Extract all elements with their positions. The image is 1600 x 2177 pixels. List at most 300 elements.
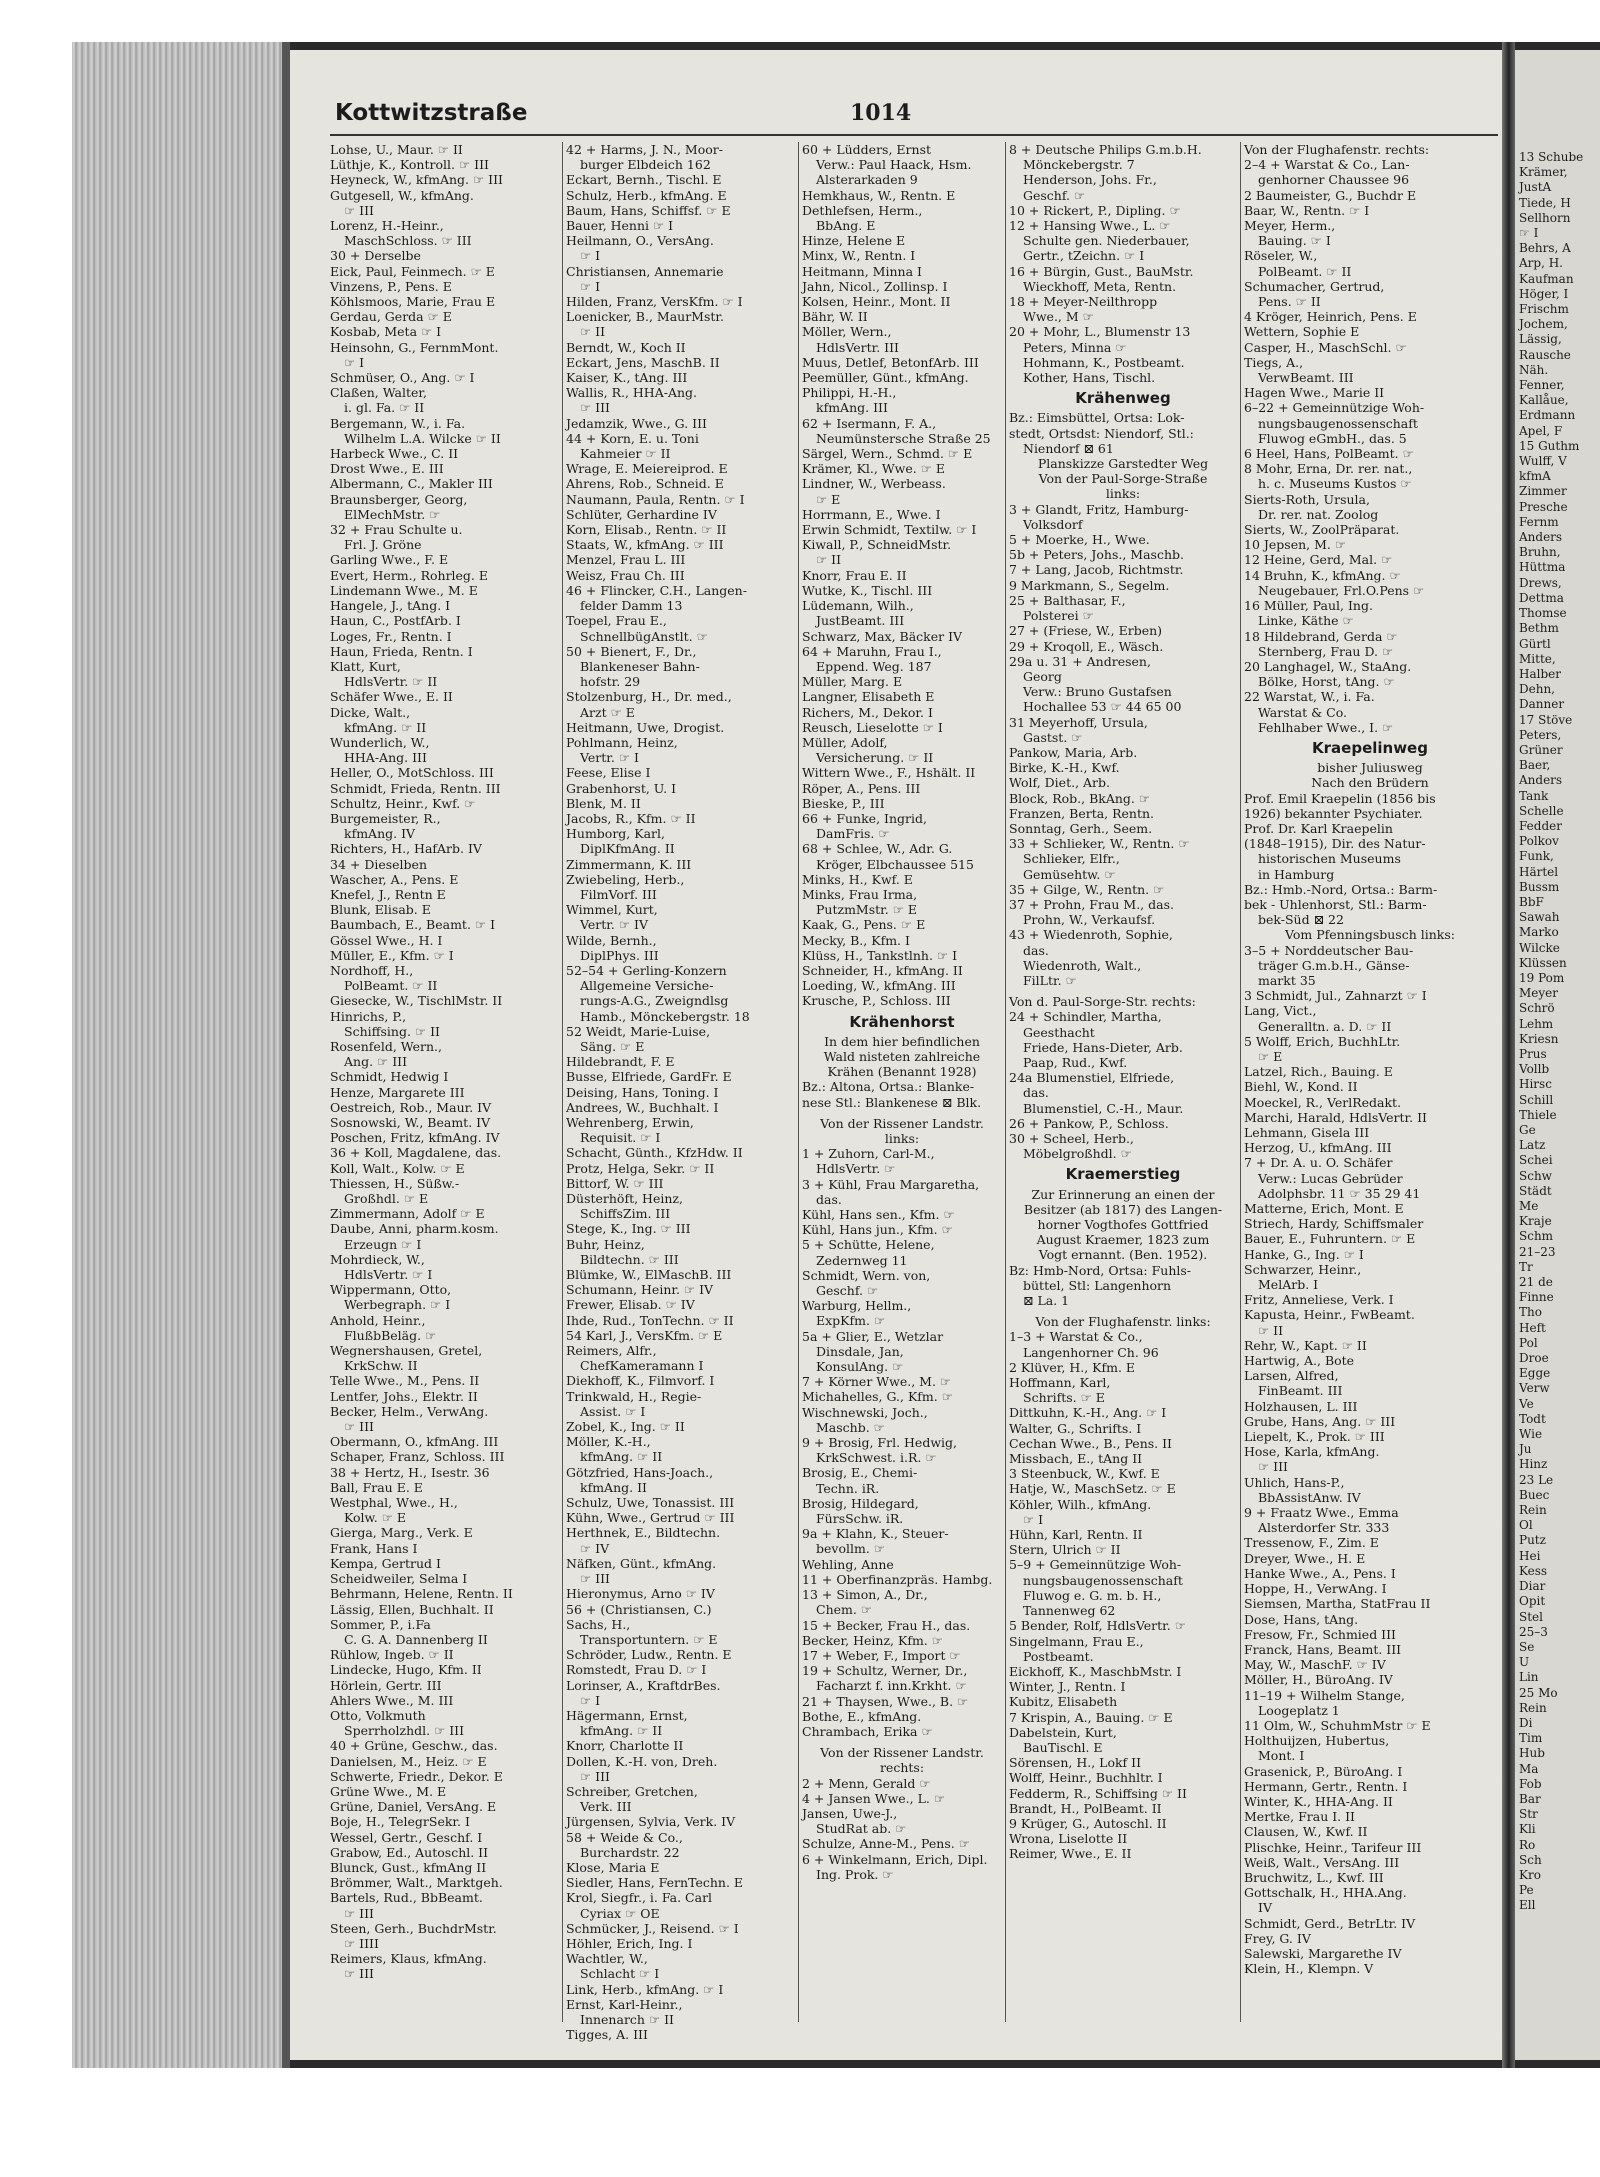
directory-entry: Casper, H., MaschSchl. ☞ (1244, 339, 1407, 355)
entry-continuation: kfmAng. ☞ II (580, 1723, 663, 1739)
directory-entry: Michahelles, G., Kfm. ☞ (802, 1389, 953, 1405)
directory-entry: 10 Jepsen, M. ☞ (1244, 537, 1347, 553)
entry-continuation: Niendorf ⊠ 61 (1023, 440, 1114, 456)
entry-continuation: ☞ I (1023, 1511, 1044, 1527)
directory-entry: Schulz, Herb., kfmAng. E (566, 187, 727, 203)
directory-entry: Düsterhöft, Heinz, (566, 1191, 683, 1207)
entry-continuation: HdlsVertr. ☞ (816, 1161, 896, 1177)
directory-entry: Siedler, Hans, FernTechn. E (566, 1875, 744, 1891)
entry-continuation: BauTischl. E (1023, 1739, 1103, 1755)
entry-continuation: FinBeamt. III (1258, 1383, 1343, 1399)
directory-entry: Müller, Adolf, (802, 734, 888, 750)
next-page-line: Frischm (1519, 302, 1569, 317)
directory-entry: Moeckel, R., VerlRedakt. (1244, 1094, 1402, 1110)
next-page-line: Schw (1519, 1168, 1552, 1183)
directory-entry: 3–5 + Norddeutscher Bau- (1244, 942, 1414, 958)
directory-entry: Kempa, Gertrud I (330, 1555, 441, 1571)
entry-continuation: HHA-Ang. III (344, 750, 427, 766)
directory-entry: Schulze, Anne-M., Pens. ☞ (802, 1836, 970, 1852)
street-note: In dem hier befindlichen (824, 1033, 980, 1049)
street-heading: Kraepelinweg (1312, 738, 1428, 757)
directory-entry: 16 Müller, Paul, Ing. (1244, 598, 1373, 614)
entry-continuation: Peters, Minna ☞ (1023, 339, 1127, 355)
directory-entry: Kolsen, Heinr., Mont. II (802, 294, 951, 310)
entry-continuation: Friede, Hans-Dieter, Arb. (1023, 1039, 1183, 1055)
directory-entry: 3 + Kühl, Frau Margaretha, (802, 1176, 980, 1192)
entry-continuation: Bauing. ☞ I (1258, 233, 1331, 249)
directory-entry: Scheidweiler, Selma I (330, 1571, 468, 1587)
directory-entry: Jansen, Uwe-J., (802, 1805, 898, 1821)
next-page-line: Fenner, (1519, 378, 1565, 393)
directory-entry: Blümke, W., ElMaschB. III (566, 1267, 732, 1283)
directory-entry: 6 + Winkelmann, Erich, Dipl. (802, 1851, 988, 1867)
directory-entry: Pankow, Maria, Arb. (1009, 744, 1138, 760)
next-page-line: Droe (1519, 1351, 1549, 1366)
directory-column-1 (330, 142, 558, 2022)
directory-entry: Braunsberger, Georg, (330, 491, 468, 507)
directory-entry: Mertke, Frau I. II (1244, 1809, 1355, 1825)
directory-entry: 44 + Korn, E. u. Toni (566, 430, 699, 446)
directory-entry: Kiwall, P., SchneidMstr. (802, 537, 952, 553)
next-page-line: Lehm (1519, 1016, 1554, 1031)
directory-entry: Block, Rob., BkAng. ☞ (1009, 790, 1151, 806)
directory-entry: Krämer, Kl., Wwe. ☞ E (802, 461, 946, 477)
directory-entry: 66 + Funke, Ingrid, (802, 810, 927, 826)
entry-continuation: nungsbaugenossenschaft (1023, 1572, 1183, 1588)
entry-continuation: Burchardstr. 22 (580, 1844, 680, 1860)
directory-entry: Becker, Heinz, Kfm. ☞ (802, 1632, 943, 1648)
directory-column-3 (802, 142, 1002, 2022)
entry-continuation: ☞ III (344, 202, 374, 218)
entry-continuation: Techn. iR. (816, 1480, 880, 1496)
directory-entry: 11 Olm, W., SchuhmMstr ☞ E (1244, 1717, 1431, 1733)
directory-entry: Toepel, Frau E., (566, 613, 667, 629)
directory-entry: Koll, Walt., Kolw. ☞ E (330, 1160, 465, 1176)
next-page-line: U (1519, 1655, 1530, 1670)
entry-continuation: Verw.: Paul Haack, Hsm. (816, 157, 972, 173)
directory-entry: 29a u. 31 + Andresen, (1009, 653, 1151, 669)
next-page-line: Verw (1519, 1381, 1550, 1396)
next-page-line: Prus (1519, 1046, 1547, 1061)
directory-entry: 3 + Glandt, Fritz, Hamburg- (1009, 501, 1189, 517)
directory-entry: Müller, Marg. E (802, 674, 903, 690)
directory-entry: Striech, Hardy, Schiffsmaler (1244, 1216, 1424, 1232)
directory-entry: Schwarzer, Heinr., (1244, 1261, 1362, 1277)
directory-entry: 52 Weidt, Marie-Luise, (566, 1023, 711, 1039)
next-page-line: Schm (1519, 1229, 1554, 1244)
entry-continuation: Kolw. ☞ E (344, 1510, 406, 1526)
directory-entry: Mohrdieck, W., (330, 1251, 425, 1267)
directory-entry: Winter, J., Rentn. I (1009, 1679, 1126, 1695)
entry-continuation: Assist. ☞ I (580, 1403, 646, 1419)
entry-continuation: Volksdorf (1023, 516, 1083, 532)
directory-entry: Wrage, E. Meiereiprod. E (566, 461, 728, 477)
entry-continuation: Verk. III (580, 1799, 632, 1815)
directory-entry: 4 + Jansen Wwe., L. ☞ (802, 1790, 946, 1806)
directory-entry: Weiß, Walt., VersAng. III (1244, 1854, 1400, 1870)
directory-entry: Grüne Wwe., M. E (330, 1783, 447, 1799)
next-page-line: Sellhorn (1519, 210, 1571, 225)
next-page-line: Rein (1519, 1700, 1547, 1715)
directory-entry: Schumann, Heinr. ☞ IV (566, 1282, 714, 1298)
entry-continuation: Alsterarkaden 9 (816, 172, 918, 188)
entry-continuation: ☞ III (580, 400, 610, 416)
entry-continuation: Sperrholzhdl. ☞ III (344, 1723, 465, 1739)
directory-entry: 1926) bekannter Psychiater. (1244, 805, 1423, 821)
next-page-text (1515, 50, 1600, 1914)
next-page-line: Bar (1519, 1791, 1541, 1806)
street-note: Vogt ernannt. (Ben. 1952). (1038, 1247, 1208, 1263)
street-note: rechts: (879, 1760, 925, 1776)
next-page-line: Pol (1519, 1335, 1538, 1350)
directory-entry: Reimers, Klaus, kfmAng. (330, 1951, 487, 1967)
directory-entry: Peemüller, Günt., kfmAng. (802, 370, 969, 386)
directory-entry: Biehl, W., Kond. II (1244, 1079, 1358, 1095)
directory-entry: Müller, E., Kfm. ☞ I (330, 947, 454, 963)
entry-continuation: kfmAng. II (580, 1479, 647, 1495)
directory-entry: Kaak, G., Pens. ☞ E (802, 917, 926, 933)
directory-entry: Schmüser, O., Ang. ☞ I (330, 370, 475, 386)
directory-entry: 1–3 + Warstat & Co., (1009, 1329, 1143, 1345)
next-page-line: Baer, (1519, 758, 1551, 773)
entry-continuation: h. c. Museums Kustos ☞ (1258, 476, 1412, 492)
entry-continuation: Ang. ☞ III (344, 1054, 408, 1070)
entry-continuation: IV (1258, 1900, 1272, 1916)
entry-continuation: Dinsdale, Jan, (816, 1343, 904, 1359)
directory-entry: Hoppe, H., VerwAng. I (1244, 1581, 1387, 1597)
next-page-line: Sawah (1519, 910, 1560, 925)
directory-entry: Hörlein, Gertr. III (330, 1677, 442, 1693)
directory-entry: Bruchwitz, L., Kwf. III (1244, 1869, 1384, 1885)
directory-entry: Frey, G. IV (1244, 1930, 1311, 1946)
next-page-line: Marko (1519, 925, 1559, 940)
directory-entry: Loenicker, B., MaurMstr. (566, 309, 724, 325)
next-page-line: Dettma (1519, 590, 1564, 605)
entry-continuation: Blankeneser Bahn- (580, 658, 700, 674)
next-page-line: Grüner (1519, 742, 1563, 757)
entry-continuation: kfmAng. IV (344, 826, 416, 842)
street-note: August Kraemer, 1823 zum (1036, 1232, 1210, 1248)
next-page-line: Lin (1519, 1670, 1539, 1685)
directory-entry: Schreiber, Gretchen, (566, 1783, 698, 1799)
directory-entry: Hemkhaus, W., Rentn. E (802, 187, 956, 203)
directory-entry: Busse, Elfriede, GardFr. E (566, 1069, 732, 1085)
directory-entry: Sierts, W., ZoolPräparat. (1244, 522, 1400, 538)
entry-continuation: Schrifts. ☞ E (1023, 1390, 1105, 1406)
directory-entry: Dicke, Walt., (330, 704, 411, 720)
entry-continuation: FlußbBeläg. ☞ (344, 1327, 437, 1343)
directory-entry: Erwin Schmidt, Textilw. ☞ I (802, 522, 977, 538)
next-page-line: Heft (1519, 1320, 1546, 1335)
directory-entry: Kühl, Hans jun., Kfm. ☞ (802, 1222, 953, 1238)
directory-entry: Hagen Wwe., Marie II (1244, 385, 1385, 401)
directory-entry: Loeding, W., kfmAng. III (802, 978, 956, 994)
next-page-line: Ell (1519, 1898, 1536, 1913)
directory-entry: Lüdemann, Wilh., (802, 598, 914, 614)
directory-entry: Stern, Ulrich ☞ II (1009, 1542, 1121, 1558)
directory-entry: 2 + Menn, Gerald ☞ (802, 1775, 931, 1791)
directory-entry: Tigges, A. III (566, 2027, 648, 2043)
entry-continuation: Neumünstersche Straße 25 (816, 430, 991, 446)
directory-entry: Gutgesell, W., kfmAng. (330, 187, 474, 203)
directory-entry: Boje, H., TelegrSekr. I (330, 1814, 470, 1830)
directory-entry: Von d. Paul-Sorge-Str. rechts: (1009, 994, 1196, 1010)
entry-continuation: DiplPhys. III (580, 947, 659, 963)
entry-continuation: Schlacht ☞ I (580, 1966, 660, 1982)
directory-entry: Stege, K., Ing. ☞ III (566, 1221, 691, 1237)
book-gutter (1502, 42, 1515, 2068)
directory-entry: Röper, A., Pens. III (802, 780, 921, 796)
directory-entry: Baumbach, E., Beamt. ☞ I (330, 917, 496, 933)
entry-continuation: historischen Museums (1258, 851, 1401, 867)
directory-entry: Grube, Hans, Ang. ☞ III (1244, 1413, 1396, 1429)
entry-continuation: Henderson, Johs. Fr., (1023, 172, 1157, 188)
entry-continuation: ☞ III (344, 1419, 374, 1435)
directory-entry: Hinrichs, P., (330, 1008, 407, 1024)
entry-continuation: i. gl. Fa. ☞ II (344, 400, 425, 416)
directory-entry: Bothe, E., kfmAng. (802, 1708, 922, 1724)
entry-continuation: StudRat ab. ☞ (816, 1821, 907, 1837)
directory-entry: 22 Warstat, W., i. Fa. (1244, 689, 1375, 705)
directory-entry: Hägermann, Ernst, (566, 1707, 688, 1723)
street-note: horner Vogthofes Gottfried (1037, 1217, 1209, 1233)
directory-entry: Götzfried, Hans-Joach., (566, 1464, 714, 1480)
street-note: bisher Juliusweg (1317, 760, 1423, 776)
directory-entry: Wippermann, Otto, (330, 1282, 452, 1298)
directory-entry: Brosig, Hildegard, (802, 1495, 919, 1511)
directory-entry: 31 Meyerhoff, Ursula, (1009, 714, 1148, 730)
directory-entry: Lindner, W., Werbeass. (802, 476, 946, 492)
next-page-line: Ma (1519, 1761, 1539, 1776)
directory-entry: Reimer, Wwe., E. II (1009, 1846, 1132, 1862)
directory-entry: Ernst, Karl-Heinr., (566, 1996, 683, 2012)
directory-entry: nese Stl.: Blankenese ⊠ Blk. (802, 1094, 982, 1110)
entry-continuation: das. (1023, 942, 1049, 958)
directory-entry: Höhler, Erich, Ing. I (566, 1935, 693, 1951)
entry-continuation: Frl. J. Gröne (344, 537, 422, 553)
next-page-line: 23 Le (1519, 1472, 1554, 1487)
next-page-line: Me (1519, 1199, 1539, 1214)
directory-entry: 9 + Brosig, Frl. Hedwig, (802, 1435, 957, 1451)
next-page-line: Se (1519, 1639, 1535, 1654)
directory-entry: Wilde, Bernh., (566, 932, 657, 948)
entry-continuation: ☞ I (580, 248, 601, 264)
directory-entry: Kosbab, Meta ☞ I (330, 324, 442, 340)
directory-entry: Andrees, W., Buchhalt. I (566, 1099, 719, 1115)
entry-continuation: Verw.: Lucas Gebrüder (1258, 1170, 1403, 1186)
next-page-line: Ve (1519, 1396, 1534, 1411)
next-page-line: Apel, F (1519, 423, 1563, 438)
directory-entry: 54 Karl, J., VersKfm. ☞ E (566, 1327, 723, 1343)
next-page-line: Latz (1519, 1138, 1546, 1153)
directory-entry: Chrambach, Erika ☞ (802, 1723, 933, 1739)
directory-entry: Ahlers Wwe., M. III (330, 1692, 454, 1708)
directory-entry: 19 + Schultz, Werner, Dr., (802, 1663, 968, 1679)
next-page-line: Hub (1519, 1746, 1545, 1761)
directory-entry: 7 + Lang, Jacob, Richtmstr. (1009, 562, 1184, 578)
directory-entry: 9 Markmann, S., Segelm. (1009, 577, 1170, 593)
directory-entry: Heitmann, Minna I (802, 263, 922, 279)
directory-entry: Knorr, Frau E. II (802, 567, 907, 583)
entry-continuation: ChefKameramann I (580, 1358, 704, 1374)
next-page-line: Schill (1519, 1092, 1554, 1107)
directory-entry: Ihde, Rud., TonTechn. ☞ II (566, 1312, 734, 1328)
next-page-line: Putz (1519, 1533, 1546, 1548)
entry-continuation: kfmAng. III (816, 400, 888, 416)
entry-continuation: genhorner Chaussee 96 (1258, 172, 1410, 188)
directory-entry: Schlüter, Gerhardine IV (566, 506, 717, 522)
next-page-line: Klüssen (1519, 955, 1567, 970)
directory-entry: Wittern Wwe., F., Hshält. II (802, 765, 976, 781)
next-page-line: Kraje (1519, 1214, 1552, 1229)
directory-entry: Rühlow, Ingeb. ☞ II (330, 1647, 454, 1663)
column-divider (1240, 142, 1241, 2022)
directory-entry: Hilden, Franz, VersKfm. ☞ I (566, 294, 743, 310)
column-divider (798, 142, 799, 2022)
directory-entry: Knorr, Charlotte II (566, 1738, 684, 1754)
next-page-line: 21–23 (1519, 1244, 1556, 1259)
next-page-line: Todt (1519, 1411, 1546, 1426)
directory-entry: Naumann, Paula, Rentn. ☞ I (566, 491, 745, 507)
entry-continuation: HdlsVertr. ☞ I (344, 1267, 433, 1283)
street-note: Von der Flughafenstr. links: (1035, 1314, 1211, 1330)
entry-continuation: Blumenstiel, C.-H., Maur. (1023, 1100, 1184, 1116)
next-page-line: Tank (1519, 788, 1549, 803)
entry-continuation: Gemüsehtw. ☞ (1023, 866, 1116, 882)
directory-entry: (1848–1915), Dir. des Natur- (1244, 836, 1426, 852)
entry-continuation: Erzeugn ☞ I (344, 1236, 422, 1252)
directory-entry: 6–22 + Gemeinnützige Woh- (1244, 400, 1425, 416)
directory-entry: 11 + Oberfinanzpräs. Hambg. (802, 1571, 993, 1587)
directory-entry: Holthuijzen, Hubertus, (1244, 1733, 1390, 1749)
next-page-line: Pe (1519, 1883, 1534, 1898)
directory-entry: Wolf, Diet., Arb. (1009, 775, 1110, 791)
directory-entry: Prof. Emil Kraepelin (1856 bis (1244, 790, 1436, 806)
header-rule (330, 134, 1498, 136)
directory-entry: 18 + Meyer-Neilthropp (1009, 294, 1158, 310)
entry-continuation: Allgemeine Versiche- (580, 978, 714, 994)
directory-column-2 (566, 142, 794, 2043)
directory-entry: Schultz, Heinr., Kwf. ☞ (330, 795, 476, 811)
next-page-fragment (1515, 50, 1600, 2060)
next-page-line: 13 Schube (1519, 150, 1584, 164)
directory-entry: Siemsen, Martha, StatFrau II (1244, 1596, 1431, 1612)
entry-continuation: Transportuntern. ☞ E (580, 1631, 718, 1647)
next-page-line: Härtel (1519, 864, 1559, 879)
directory-entry: Singelmann, Frau E., (1009, 1633, 1144, 1649)
next-page-line: kfmA (1519, 469, 1551, 484)
directory-entry: 25 + Balthasar, F., (1009, 592, 1126, 608)
next-page-line: Vollb (1519, 1062, 1550, 1077)
directory-entry: Warburg, Hellm., (802, 1298, 912, 1314)
directory-entry: Harbeck Wwe., C. II (330, 446, 459, 462)
directory-entry: 7 + Dr. A. u. O. Schäfer (1244, 1155, 1393, 1171)
entry-continuation: Tannenweg 62 (1023, 1603, 1116, 1619)
directory-entry: Wehling, Anne (802, 1556, 894, 1572)
next-page-line: Dehn, (1519, 682, 1555, 697)
entry-continuation: Wieckhoff, Meta, Rentn. (1023, 278, 1177, 294)
entry-continuation: Schlieker, Elfr., (1023, 851, 1120, 867)
directory-entry: Sörensen, H., Lokf II (1009, 1755, 1142, 1771)
directory-entry: Grüne, Daniel, VersAng. E (330, 1799, 497, 1815)
entry-continuation: Chem. ☞ (816, 1602, 873, 1618)
directory-entry: 62 + Isermann, F. A., (802, 415, 937, 431)
street-note: links: (1105, 486, 1141, 502)
entry-continuation: BbAssistAnw. IV (1258, 1489, 1361, 1505)
next-page-line: Presche (1519, 499, 1568, 514)
entry-continuation: PutzmMstr. ☞ E (816, 902, 918, 918)
directory-entry: Schmidt, Frieda, Rentn. III (330, 780, 501, 796)
next-page-line: Krämer, (1519, 165, 1568, 180)
directory-entry: Staats, W., kfmAng. ☞ III (566, 537, 724, 553)
directory-entry: Garling Wwe., F. E (330, 552, 449, 568)
street-heading: Krähenhorst (849, 1012, 955, 1031)
directory-entry: Kühl, Hans sen., Kfm. ☞ (802, 1207, 955, 1223)
directory-entry: Dittkuhn, K.-H., Ang. ☞ I (1009, 1405, 1167, 1421)
entry-continuation: Paap, Rud., Kwf. (1023, 1054, 1128, 1070)
book-page-edges (72, 42, 282, 2068)
entry-continuation: Fluwog e. G. m. b. H., (1023, 1587, 1162, 1603)
next-page-line: JustA (1519, 180, 1552, 195)
directory-entry: Matterne, Erich, Mont. E (1244, 1201, 1404, 1217)
directory-entry: Cechan Wwe., B., Pens. II (1009, 1435, 1172, 1451)
directory-entry: Franck, Hans, Beamt. III (1244, 1641, 1402, 1657)
directory-entry: Lohse, U., Maur. ☞ II (330, 142, 463, 157)
column-divider (1005, 142, 1006, 2022)
entry-continuation: Polsterei ☞ (1023, 608, 1094, 624)
directory-entry: Kubitz, Elisabeth (1009, 1694, 1118, 1710)
directory-entry: Schwerte, Friedr., Dekor. E (330, 1768, 503, 1784)
directory-entry: Horrmann, E., Wwe. I (802, 506, 941, 522)
entry-continuation: Fluwog eGmbH., das. 5 (1258, 430, 1407, 446)
directory-entry: Eckart, Jens, MaschB. II (566, 354, 720, 370)
directory-entry: Schmidt, Wern. von, (802, 1267, 931, 1283)
directory-entry: 3 Schmidt, Jul., Zahnarzt ☞ I (1244, 988, 1427, 1004)
next-page-line: Arp, H. (1519, 256, 1563, 271)
next-page-line: Rausche (1519, 347, 1571, 362)
entry-continuation: PolBeamt. ☞ II (344, 978, 438, 994)
directory-entry: Hanke Wwe., A., Pens. I (1244, 1565, 1396, 1581)
next-page-line: 19 Pom (1519, 970, 1565, 985)
directory-entry: Fresow, Fr., Schmied III (1244, 1626, 1396, 1642)
next-page-line: Anders (1519, 773, 1563, 788)
next-page-line: Fedder (1519, 818, 1562, 833)
directory-entry: Gierga, Marg., Verk. E (330, 1525, 473, 1541)
directory-entry: Langner, Elisabeth E (802, 689, 935, 705)
entry-continuation: Versicherung. ☞ II (816, 750, 934, 766)
directory-entry: Wachtler, W., (566, 1951, 648, 1967)
entry-continuation: büttel, Stl: Langenhorn (1023, 1277, 1172, 1293)
directory-entry: Wolff, Heinr., Buchhltr. I (1009, 1770, 1163, 1786)
directory-entry: Lorinser, A., KraftdrBes. (566, 1677, 721, 1693)
directory-entry: Jürgensen, Sylvia, Verk. IV (566, 1814, 736, 1830)
entry-continuation: felder Damm 13 (580, 598, 683, 614)
entry-continuation: ☞ IV (580, 1540, 610, 1556)
entry-continuation: Zedernweg 11 (816, 1252, 908, 1268)
directory-entry: Hermann, Gertr., Rentn. I (1244, 1778, 1408, 1794)
directory-entry: Christiansen, Annemarie (566, 263, 724, 279)
directory-entry: Klein, H., Klempn. V (1244, 1961, 1374, 1977)
directory-entry: 35 + Gilge, W., Rentn. ☞ (1009, 881, 1165, 897)
directory-entry: Frank, Hans I (330, 1540, 418, 1556)
directory-entry: 5–9 + Gemeinnützige Woh- (1009, 1557, 1182, 1573)
next-page-line: Thiele (1519, 1107, 1557, 1122)
directory-entry: Vinzens, P., Pens. E (330, 278, 452, 294)
directory-entry: Protz, Helga, Sekr. ☞ II (566, 1160, 715, 1176)
directory-entry: Dabelstein, Kurt, (1009, 1724, 1117, 1740)
directory-entry: 3 Steenbuck, W., Kwf. E (1009, 1466, 1160, 1482)
directory-entry: Wessel, Gertr., Geschf. I (330, 1829, 483, 1845)
